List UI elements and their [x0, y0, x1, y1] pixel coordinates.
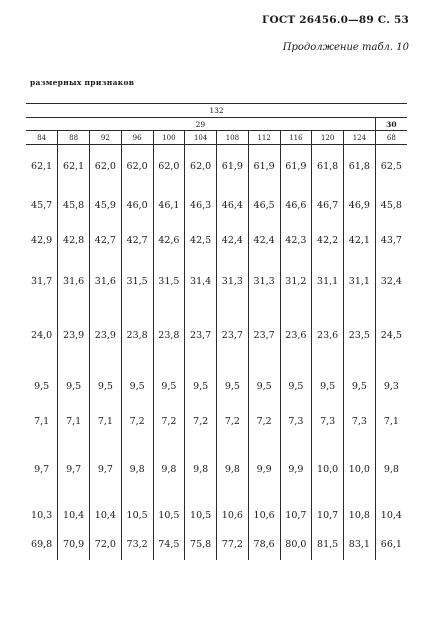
section-title: размерных признаков [30, 78, 135, 87]
table-cell: 62,1 [58, 145, 90, 189]
table-cell: 61,8 [312, 145, 344, 189]
table-cell: 31,7 [26, 260, 58, 304]
table-cell: 70,9 [58, 530, 90, 560]
table-cell: 10,4 [58, 502, 90, 530]
table-row [26, 406, 407, 438]
table-cell: 7,1 [375, 406, 407, 438]
table-cell: 77,2 [217, 530, 249, 560]
table-cell: 73,2 [121, 530, 153, 560]
table-cell: 62,5 [375, 145, 407, 189]
table-cell: 9,9 [248, 438, 280, 502]
table-cell: 9,7 [26, 438, 58, 502]
table-cell: 10,7 [312, 502, 344, 530]
table-cell: 10,5 [121, 502, 153, 530]
table-cell: 31,1 [344, 260, 376, 304]
table-cell: 7,2 [121, 406, 153, 438]
table-continuation-label: Продолжение табл. 10 [282, 42, 409, 53]
table-cell: 7,2 [153, 406, 185, 438]
table-row [26, 145, 407, 189]
size-header-cell: 104 [185, 131, 217, 145]
table-cell: 61,8 [344, 145, 376, 189]
table-row [26, 438, 407, 502]
table-cell: 7,3 [280, 406, 312, 438]
table-cell: 42,4 [217, 222, 249, 260]
table-cell: 46,5 [248, 189, 280, 222]
table-cell: 23,6 [312, 304, 344, 368]
table-cell: 46,4 [217, 189, 249, 222]
size-header-cell: 112 [248, 131, 280, 145]
table-cell: 9,8 [121, 438, 153, 502]
table-cell: 23,7 [248, 304, 280, 368]
group-header-left: 29 [26, 118, 375, 131]
table-cell: 61,9 [248, 145, 280, 189]
table-row [26, 260, 407, 304]
table-cell: 62,0 [121, 145, 153, 189]
size-header-cell: 96 [121, 131, 153, 145]
size-header-cell: 108 [217, 131, 249, 145]
table-cell: 23,7 [217, 304, 249, 368]
size-header-cell: 124 [344, 131, 376, 145]
table-cell: 31,4 [185, 260, 217, 304]
table-cell: 74,5 [153, 530, 185, 560]
table-cell: 42,6 [153, 222, 185, 260]
table-cell: 75,8 [185, 530, 217, 560]
table-cell: 9,7 [90, 438, 122, 502]
table-cell: 7,1 [26, 406, 58, 438]
table-cell: 23,5 [344, 304, 376, 368]
table-cell: 23,9 [90, 304, 122, 368]
size-header-cell: 68 [375, 131, 407, 145]
table-cell: 9,8 [217, 438, 249, 502]
table-cell: 81,5 [312, 530, 344, 560]
table-cell: 31,5 [121, 260, 153, 304]
table-cell: 46,1 [153, 189, 185, 222]
size-header-cell: 116 [280, 131, 312, 145]
table-cell: 69,8 [26, 530, 58, 560]
table-cell: 46,7 [312, 189, 344, 222]
measurements-table [26, 103, 407, 560]
table-cell: 9,3 [375, 368, 407, 406]
table-cell: 9,8 [375, 438, 407, 502]
table-cell: 10,4 [90, 502, 122, 530]
table-cell: 42,3 [280, 222, 312, 260]
table-cell: 31,6 [90, 260, 122, 304]
group-header-right: 30 [375, 118, 407, 131]
table-cell: 31,5 [153, 260, 185, 304]
table-row [26, 222, 407, 260]
table-cell: 10,7 [280, 502, 312, 530]
size-header-row [26, 131, 407, 145]
table-cell: 7,2 [217, 406, 249, 438]
table-cell: 9,5 [280, 368, 312, 406]
table-cell: 32,4 [375, 260, 407, 304]
table-cell: 9,8 [153, 438, 185, 502]
table-cell: 42,1 [344, 222, 376, 260]
table-cell: 42,5 [185, 222, 217, 260]
table-cell: 10,3 [26, 502, 58, 530]
table-cell: 9,5 [312, 368, 344, 406]
table-cell: 31,6 [58, 260, 90, 304]
table-cell: 9,7 [58, 438, 90, 502]
table-row [26, 368, 407, 406]
size-header-cell: 84 [26, 131, 58, 145]
table-cell: 46,9 [344, 189, 376, 222]
table-body [26, 145, 407, 560]
table-cell: 42,2 [312, 222, 344, 260]
table-cell: 10,4 [375, 502, 407, 530]
table-cell: 80,0 [280, 530, 312, 560]
table-cell: 9,5 [217, 368, 249, 406]
table-cell: 9,8 [185, 438, 217, 502]
table-cell: 61,9 [280, 145, 312, 189]
size-header-cell: 100 [153, 131, 185, 145]
table-cell: 83,1 [344, 530, 376, 560]
table-cell: 31,2 [280, 260, 312, 304]
table-cell: 9,5 [58, 368, 90, 406]
table-cell: 24,5 [375, 304, 407, 368]
table-cell: 72,0 [90, 530, 122, 560]
table-cell: 45,8 [375, 189, 407, 222]
table-cell: 45,8 [58, 189, 90, 222]
table-cell: 42,7 [121, 222, 153, 260]
table-cell: 9,5 [185, 368, 217, 406]
table-cell: 42,7 [90, 222, 122, 260]
table-cell: 7,1 [58, 406, 90, 438]
table-row [26, 189, 407, 222]
table-cell: 45,9 [90, 189, 122, 222]
table-cell: 24,0 [26, 304, 58, 368]
table-cell: 62,1 [26, 145, 58, 189]
table-cell: 10,6 [248, 502, 280, 530]
table-cell: 23,6 [280, 304, 312, 368]
table-row [26, 530, 407, 560]
table-cell: 31,3 [248, 260, 280, 304]
page-header-standard: ГОСТ 26456.0—89 С. 53 [262, 14, 409, 26]
table-cell: 66,1 [375, 530, 407, 560]
table-cell: 31,3 [217, 260, 249, 304]
table-cell: 62,0 [90, 145, 122, 189]
table-cell: 9,9 [280, 438, 312, 502]
table-cell: 7,1 [90, 406, 122, 438]
table-cell: 10,8 [344, 502, 376, 530]
table-cell: 42,9 [26, 222, 58, 260]
size-header-cell: 88 [58, 131, 90, 145]
table-cell: 46,0 [121, 189, 153, 222]
table-cell: 9,5 [121, 368, 153, 406]
table-cell: 43,7 [375, 222, 407, 260]
table-cell: 78,6 [248, 530, 280, 560]
table-cell: 10,6 [217, 502, 249, 530]
table-cell: 31,1 [312, 260, 344, 304]
table-cell: 10,0 [344, 438, 376, 502]
table-cell: 7,2 [248, 406, 280, 438]
table-cell: 61,9 [217, 145, 249, 189]
table-cell: 23,8 [153, 304, 185, 368]
table-cell: 7,3 [312, 406, 344, 438]
table-cell: 42,4 [248, 222, 280, 260]
table-cell: 42,8 [58, 222, 90, 260]
table-cell: 9,5 [90, 368, 122, 406]
table-cell: 46,6 [280, 189, 312, 222]
table-cell: 9,5 [153, 368, 185, 406]
size-header-cell: 92 [90, 131, 122, 145]
table-cell: 7,2 [185, 406, 217, 438]
table-cell: 23,9 [58, 304, 90, 368]
table-cell: 62,0 [153, 145, 185, 189]
table-cell: 9,5 [26, 368, 58, 406]
table-cell: 10,5 [185, 502, 217, 530]
group-header-height: 132 [26, 104, 407, 118]
table-cell: 7,3 [344, 406, 376, 438]
table-cell: 45,7 [26, 189, 58, 222]
table-row [26, 502, 407, 530]
table-cell: 46,3 [185, 189, 217, 222]
table-row [26, 304, 407, 368]
table-cell: 62,0 [185, 145, 217, 189]
table-cell: 10,0 [312, 438, 344, 502]
table-cell: 9,5 [344, 368, 376, 406]
table-cell: 23,7 [185, 304, 217, 368]
table-cell: 9,5 [248, 368, 280, 406]
size-header-cell: 120 [312, 131, 344, 145]
table-cell: 23,8 [121, 304, 153, 368]
table-cell: 10,5 [153, 502, 185, 530]
